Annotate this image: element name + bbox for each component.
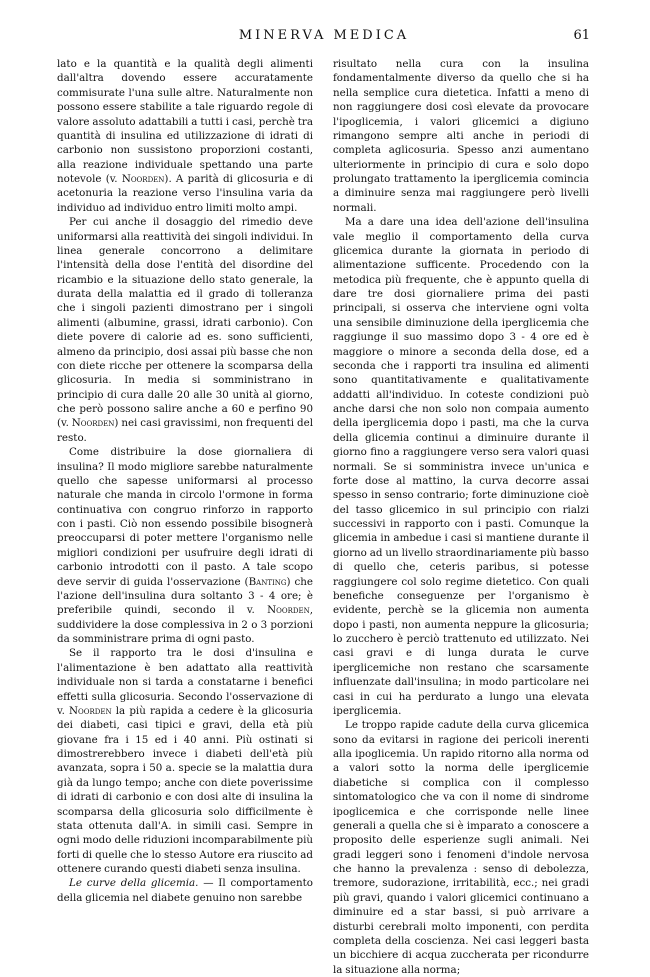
text-run: — Il comportamento della glicemia nel diabete genuino non sarebbe (57, 877, 313, 904)
text-run: Se il rapporto tra le dosi d'insulina e l'alimentazione è ben adattato alla reattività individuale non si tarda a constatarne i benefici effetti sulla glicosuria. Secondo l'osservazione di v. (57, 647, 313, 717)
page-header (58, 28, 590, 48)
body-paragraph (333, 215, 589, 718)
text-run: Per cui anche il dosaggio del rimedio deve uniformarsi alla reattività dei singoli individui. In linea generale concorrono a delimitare l'intensità della dose l'entità del disordine del ricambio e la situazione dello stato generale, la durata della malattia ed il grado di tolleranza che i singoli pazienti dimostrano per i singoli alimenti (albumine, grassi, idrati carbonio). Con diete povere di calorie ad es. sono sufficienti, almeno da principio, dosi assai più basse che non con diete ricche per ottenere la scomparsa della glicosuria. In media si somministrano in principio di cura dalle 20 alle 30 unità al giorno, che però possono salire anche a 60 e perfino 90 (v. (57, 216, 313, 430)
text-run: Come distribuire la dose giornaliera di insulina? Il modo migliore sarebbe naturalmente quello che sapesse uniformarsi al processo naturale che manda in circolo l'ormone in forma continuativa con congruo rinforzo in rapporto con i pasti. Ciò non essendo possibile bisognerà preoccuparsi di poter mettere l'organismo nelle migliori condizioni per usufruire degli idrati di carbonio introdotti con il pasto. A tale scopo deve servir di guida l'osservazione ( (57, 446, 313, 588)
body-paragraph (57, 646, 313, 876)
running-title: MINERVA MEDICA (238, 28, 410, 43)
text-run: ) che l'azione dell'insulina dura soltanto 3 - 4 ore; è preferibile quindi, secondo il v. (57, 575, 313, 617)
author-name: Noorden (121, 173, 165, 185)
body-paragraph (57, 445, 313, 646)
author-name: Banting (248, 575, 287, 588)
text-run: la più rapida a cedere è la glicosuria dei diabeti, casi tipici e gravi, della età più giovane fra i 15 ed i 40 anni. Più ostinati si dimostrerebbero invece i diabeti dell'età più avanzata, sopra i 50 a. specie se la malattia dura già da lungo tempo; anche con diete poverissime di idrati di carbonio e con dosi alte di insulina la scomparsa della glicosuria solo difficilmente è stata ottenuta dall'A. in simili casi. Sempre in ogni modo delle riduzioni incomparabilmente più forti di quelle che lo stesso Autore era riuscito ad ottenere curando questi diabeti senza insulina. (57, 704, 313, 875)
body-paragraph (333, 718, 589, 977)
section-heading: Le curve della glicemia. (69, 877, 199, 890)
text-run: lato e la quantità e la qualità degli alimenti dall'altra dovendo essere accuratamente commisurate l'una sulle altre. Naturalmente non possono essere stabilite a tale riguardo regole di valore assoluto adattabili a tutti i casi, perchè tra quantità di insulina ed utilizzazione di idrati di carbonio non sussistono proporzioni costanti, alla reazione individuale spettando una parte notevole (v. (57, 58, 313, 185)
body-paragraph (57, 57, 313, 215)
text-run: ). A parità di glicosuria e di acetonuria la reazione verso l'insulina varia da individuo ad individuo entro limiti molto ampi. (57, 173, 313, 214)
text-run: ) nei casi gravissimi, non frequenti del resto. (57, 417, 313, 444)
left-column (57, 57, 313, 905)
author-name: Noorden (69, 704, 112, 717)
text-run: , suddividere la dose complessiva in 2 o 3 porzioni da somministrare prima di ogni pasto. (57, 604, 313, 645)
page-number: 61 (573, 28, 590, 43)
right-column (333, 57, 589, 977)
body-paragraph (57, 876, 313, 905)
text-run: Ma a dare una idea dell'azione dell'insulina vale meglio il comportamento della curva glicemica durante la giornata in periodo di alimentazione sufficente. Procedendo con la metodica più frequente, che è appunto quella di dare tre dosi giornaliere prima dei pasti principali, si osserva che interviene ogni volta una sensibile diminuzione della iperglicemia che raggiunge il suo massimo dopo 3 - 4 ore ed è maggiore o minore a seconda della dose, ed a seconda che i rapporti tra insulina ed alimenti sono quantitativamente e qualitativamente addatti all'individuo. In coteste condizioni può anche darsi che non solo non compaia aumento della iperglicemia dopo i pasti, ma che la curva della glicemia continui a diminuire durante il giorno fino a raggiungere verso sera valori quasi normali. Se si somministra invece un'unica e forte dose al mattino, la curva decorre assai spesso in senso contrario; forte diminuzione cioè del tasso glicemico in sul principio con rialzi successivi in rapporto con i pasti. Comunque la glicemia in ambedue i casi si mantiene durante il giorno ad un livello straordinariamente più basso di quello che, ceteris paribus, si potesse raggiungere col solo regime dietetico. Con quali benefiche conseguenze per l'organismo è evidente, perchè se la glicemia non aumenta dopo i pasti, non aumenta neppure la glicosuria; lo zucchero è perciò trattenuto ed utilizzato. Nei casi gravi e di lunga durata le curve iperglicemiche non restano che scarsamente influenzate dall'insulina; in modo particolare nei casi in cui ha perdurato a lungo una elevata iperglicemia. (333, 216, 589, 717)
author-name: Noorden (267, 604, 310, 617)
author-name: Noorden (71, 417, 115, 430)
body-paragraph (333, 57, 589, 215)
text-run: risultato nella cura con la insulina fondamentalmente diverso da quello che si ha nella semplice cura dietetica. Infatti a meno di non raggiungere dosi così elevate da provocare l'ipoglicemia, i valori glicemici a digiuno rimangono sempre alti anche in periodi di completa aglicosuria. Spesso anzi aumentano ulteriormente in principio di cura e solo dopo prolungato trattamento la iperglicemia comincia a diminuire senza mai raggiungere però livelli normali. (333, 58, 589, 214)
body-paragraph (57, 215, 313, 445)
text-run: Le troppo rapide cadute della curva glicemica sono da evitarsi in ragione dei pericoli inerenti alla ipoglicemia. Un rapido ritorno alla norma od a valori sotto la norma delle iperglicemie diabetiche si complica con il complesso sintomatologico che va con il nome di sindrome ipoglicemica e che corrisponde nelle linee generali a quella che si è imparato a conoscere a proposito delle esperienze sugli animali. Nei gradi leggeri sono i fenomeni d'indole nervosa che hanno la prevalenza : senso di debolezza, tremore, sudorazione, irritabilità, ecc.; nei gradi più gravi, quando i valori glicemici continuano a diminuire ed a star bassi, si può arrivare a disturbi cerebrali molto imponenti, con perdita completa della coscienza. Nei casi leggeri basta un bicchiere di acqua zuccherata per ricondurre la situazione alla norma; (333, 719, 589, 976)
